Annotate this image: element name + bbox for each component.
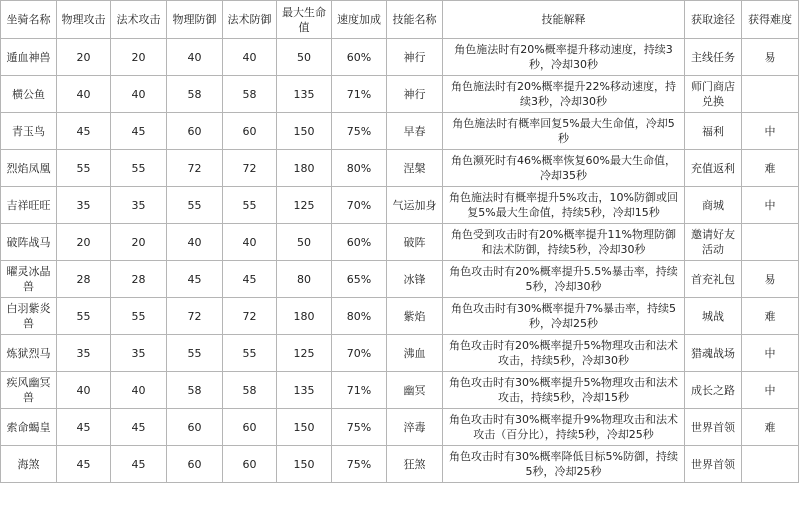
cell-magic-attack: 20 [111,224,167,261]
cell-acquisition: 主线任务 [685,39,742,76]
cell-physical-defense: 72 [167,298,223,335]
cell-physical-attack: 45 [57,409,111,446]
cell-physical-attack: 45 [57,446,111,483]
cell-physical-defense: 60 [167,446,223,483]
cell-physical-attack: 40 [57,372,111,409]
cell-acquisition: 充值返利 [685,150,742,187]
cell-physical-attack: 20 [57,39,111,76]
cell-physical-attack: 20 [57,224,111,261]
cell-mount-name: 白羽紫炎兽 [1,298,57,335]
table-row [1,372,799,409]
cell-skill-description: 角色施法时有20%概率提升移动速度，持续3秒，冷却30秒 [443,39,685,76]
header-physical-attack: 物理攻击 [57,1,111,39]
cell-speed-bonus: 80% [332,150,387,187]
cell-speed-bonus: 60% [332,39,387,76]
cell-physical-attack: 28 [57,261,111,298]
table-row [1,224,799,261]
cell-skill-description: 角色攻击时有30%概率提升5%物理攻击和法术攻击，持续5秒，冷却15秒 [443,372,685,409]
cell-physical-attack: 35 [57,335,111,372]
cell-difficulty: 中 [742,187,799,224]
cell-speed-bonus: 75% [332,113,387,150]
cell-physical-defense: 58 [167,76,223,113]
cell-max-hp: 80 [277,261,332,298]
table-row [1,261,799,298]
cell-speed-bonus: 70% [332,335,387,372]
cell-magic-defense: 60 [223,446,277,483]
cell-magic-defense: 60 [223,409,277,446]
cell-skill-description: 角色攻击时有30%概率提升7%暴击率，持续5秒，冷却25秒 [443,298,685,335]
cell-max-hp: 125 [277,335,332,372]
cell-magic-defense: 58 [223,76,277,113]
table-row [1,113,799,150]
cell-magic-defense: 55 [223,187,277,224]
cell-magic-defense: 40 [223,224,277,261]
cell-speed-bonus: 75% [332,409,387,446]
cell-magic-attack: 40 [111,372,167,409]
cell-max-hp: 180 [277,150,332,187]
cell-speed-bonus: 70% [332,187,387,224]
cell-magic-defense: 45 [223,261,277,298]
cell-difficulty [742,76,799,113]
table-row [1,298,799,335]
cell-speed-bonus: 65% [332,261,387,298]
cell-speed-bonus: 75% [332,446,387,483]
cell-skill-description: 角色濒死时有46%概率恢复60%最大生命值，冷却35秒 [443,150,685,187]
cell-speed-bonus: 71% [332,76,387,113]
cell-acquisition: 成长之路 [685,372,742,409]
cell-max-hp: 150 [277,409,332,446]
cell-max-hp: 125 [277,187,332,224]
cell-mount-name: 吉祥旺旺 [1,187,57,224]
cell-skill-name: 淬毒 [387,409,443,446]
cell-physical-defense: 55 [167,335,223,372]
cell-acquisition: 猎魂战场 [685,335,742,372]
cell-magic-attack: 45 [111,446,167,483]
cell-skill-name: 破阵 [387,224,443,261]
table-body [1,39,799,483]
cell-skill-name: 狂煞 [387,446,443,483]
cell-skill-description: 角色攻击时有30%概率降低目标5%防御，持续5秒，冷却25秒 [443,446,685,483]
cell-speed-bonus: 60% [332,224,387,261]
cell-difficulty: 难 [742,150,799,187]
cell-speed-bonus: 71% [332,372,387,409]
table-row [1,187,799,224]
cell-acquisition: 首充礼包 [685,261,742,298]
cell-physical-defense: 40 [167,39,223,76]
table-row [1,409,799,446]
cell-max-hp: 135 [277,76,332,113]
cell-magic-defense: 72 [223,150,277,187]
cell-skill-name: 涅槃 [387,150,443,187]
cell-skill-description: 角色攻击时有20%概率提升5.5%暴击率，持续5秒，冷却30秒 [443,261,685,298]
header-acquisition: 获取途径 [685,1,742,39]
header-speed-bonus: 速度加成 [332,1,387,39]
cell-physical-defense: 60 [167,409,223,446]
cell-mount-name: 炼狱烈马 [1,335,57,372]
cell-speed-bonus: 80% [332,298,387,335]
cell-magic-attack: 28 [111,261,167,298]
cell-difficulty: 难 [742,409,799,446]
header-magic-defense: 法术防御 [223,1,277,39]
header-mount-name: 坐骑名称 [1,1,57,39]
header-magic-attack: 法术攻击 [111,1,167,39]
cell-difficulty: 易 [742,261,799,298]
cell-skill-description: 角色施法时有20%概率提升22%移动速度，持续3秒，冷却30秒 [443,76,685,113]
cell-max-hp: 135 [277,372,332,409]
cell-skill-name: 神行 [387,76,443,113]
cell-acquisition: 世界首领 [685,409,742,446]
cell-difficulty [742,446,799,483]
cell-skill-name: 沸血 [387,335,443,372]
table-header-row [1,1,799,39]
cell-difficulty: 中 [742,335,799,372]
cell-mount-name: 破阵战马 [1,224,57,261]
cell-magic-attack: 35 [111,187,167,224]
cell-difficulty: 难 [742,298,799,335]
cell-magic-attack: 20 [111,39,167,76]
cell-difficulty: 易 [742,39,799,76]
cell-physical-defense: 55 [167,187,223,224]
cell-mount-name: 烈焰凤凰 [1,150,57,187]
cell-magic-defense: 55 [223,335,277,372]
cell-magic-attack: 55 [111,150,167,187]
cell-physical-defense: 72 [167,150,223,187]
cell-skill-description: 角色受到攻击时有20%概率提升11%物理防御和法术防御，持续5秒，冷却30秒 [443,224,685,261]
cell-skill-description: 角色施法时有概率提升5%攻击，10%防御或回复5%最大生命值，持续5秒，冷却15秒 [443,187,685,224]
cell-magic-attack: 55 [111,298,167,335]
table-row [1,335,799,372]
cell-acquisition: 师门商店兑换 [685,76,742,113]
cell-mount-name: 索命蝎皇 [1,409,57,446]
cell-max-hp: 180 [277,298,332,335]
cell-max-hp: 150 [277,113,332,150]
header-skill-description: 技能解释 [443,1,685,39]
cell-difficulty: 中 [742,372,799,409]
cell-mount-name: 横公鱼 [1,76,57,113]
table-row [1,150,799,187]
cell-mount-name: 遁血神兽 [1,39,57,76]
cell-physical-defense: 60 [167,113,223,150]
cell-physical-attack: 45 [57,113,111,150]
cell-magic-attack: 45 [111,409,167,446]
cell-acquisition: 邀请好友活动 [685,224,742,261]
cell-magic-defense: 60 [223,113,277,150]
header-max-hp: 最大生命值 [277,1,332,39]
cell-skill-description: 角色攻击时有20%概率提升5%物理攻击和法术攻击，持续5秒，冷却30秒 [443,335,685,372]
cell-physical-attack: 55 [57,298,111,335]
cell-difficulty: 中 [742,113,799,150]
header-difficulty: 获得难度 [742,1,799,39]
cell-acquisition: 城战 [685,298,742,335]
cell-physical-defense: 58 [167,372,223,409]
cell-magic-defense: 72 [223,298,277,335]
cell-skill-name: 气运加身 [387,187,443,224]
header-physical-defense: 物理防御 [167,1,223,39]
cell-skill-name: 神行 [387,39,443,76]
cell-skill-description: 角色施法时有概率回复5%最大生命值，冷却5秒 [443,113,685,150]
cell-skill-name: 早春 [387,113,443,150]
cell-max-hp: 50 [277,224,332,261]
cell-magic-defense: 40 [223,39,277,76]
cell-difficulty [742,224,799,261]
cell-mount-name: 海煞 [1,446,57,483]
cell-magic-attack: 40 [111,76,167,113]
cell-magic-attack: 45 [111,113,167,150]
table-row [1,446,799,483]
cell-skill-description: 角色攻击时有30%概率提升9%物理攻击和法术攻击（百分比），持续5秒，冷却25秒 [443,409,685,446]
table-row [1,39,799,76]
cell-mount-name: 曜灵冰晶兽 [1,261,57,298]
cell-physical-defense: 40 [167,224,223,261]
cell-max-hp: 150 [277,446,332,483]
cell-max-hp: 50 [277,39,332,76]
header-skill-name: 技能名称 [387,1,443,39]
cell-physical-attack: 35 [57,187,111,224]
cell-acquisition: 商城 [685,187,742,224]
cell-magic-attack: 35 [111,335,167,372]
cell-magic-defense: 58 [223,372,277,409]
cell-physical-defense: 45 [167,261,223,298]
cell-physical-attack: 40 [57,76,111,113]
cell-physical-attack: 55 [57,150,111,187]
cell-acquisition: 福利 [685,113,742,150]
cell-mount-name: 疾风幽冥兽 [1,372,57,409]
table-row [1,76,799,113]
cell-acquisition: 世界首领 [685,446,742,483]
cell-mount-name: 青玉鸟 [1,113,57,150]
cell-skill-name: 冰锋 [387,261,443,298]
cell-skill-name: 幽冥 [387,372,443,409]
cell-skill-name: 紫焰 [387,298,443,335]
